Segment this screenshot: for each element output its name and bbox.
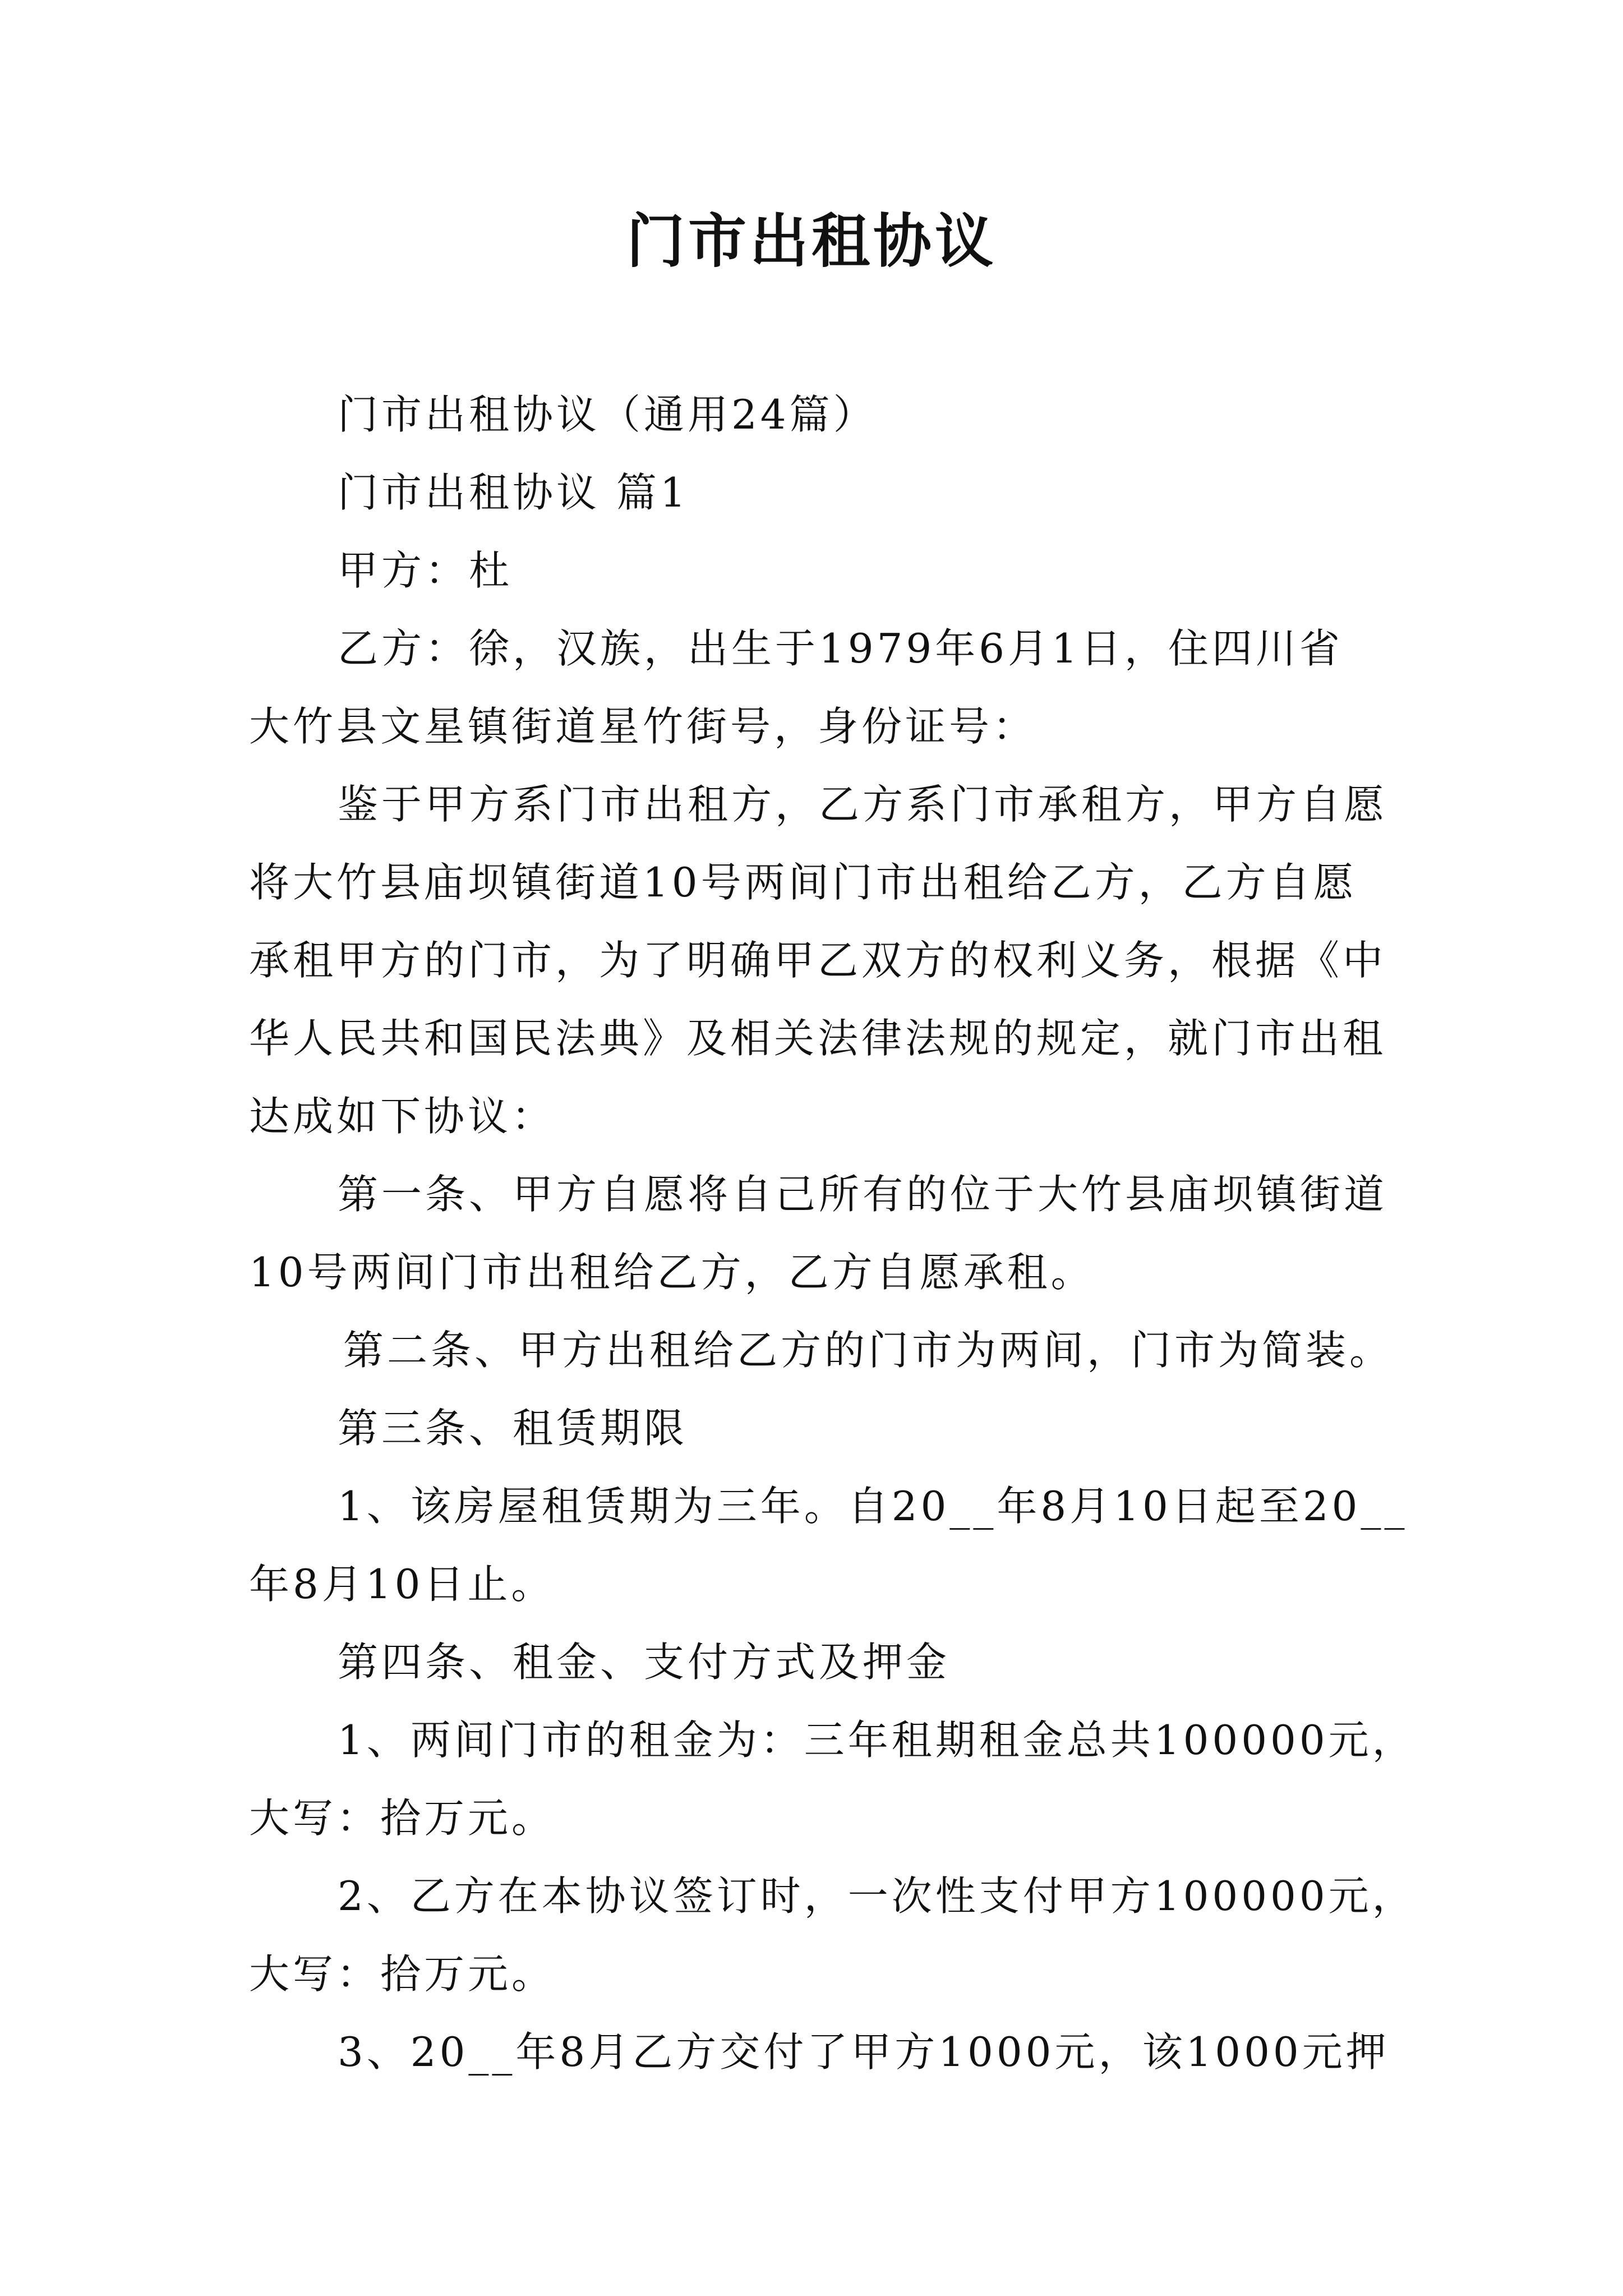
doc-line: 门市出租协议（通用24篇） (338, 391, 877, 438)
doc-line: 将大竹县庙坝镇街道10号两间门市出租给乙方，乙方自愿 (249, 859, 1357, 906)
doc-line: 鉴于甲方系门市出租方，乙方系门市承租方，甲方自愿 (338, 781, 1388, 828)
doc-line: 大竹县文星镇街道星竹街号，身份证号： (249, 703, 1037, 750)
doc-line: 第二条、甲方出租给乙方的门市为两间，门市为简装。 (343, 1327, 1394, 1374)
doc-line: 第四条、租金、支付方式及押金 (338, 1639, 951, 1686)
doc-line: 第一条、甲方自愿将自己所有的位于大竹县庙坝镇街道 (338, 1171, 1388, 1218)
doc-line: 1、该房屋租赁期为三年。自20__年8月10日起至20__ (338, 1483, 1408, 1530)
doc-line: 年8月10日止。 (249, 1561, 555, 1608)
doc-line: 门市出租协议 篇1 (338, 469, 689, 516)
doc-line: 达成如下协议： (249, 1093, 556, 1140)
document-body (249, 376, 1416, 2091)
doc-line: 3、20__年8月乙方交付了甲方1000元，该1000元押 (338, 2028, 1390, 2076)
doc-line: 承租甲方的门市，为了明确甲乙双方的权利义务，根据《中 (249, 937, 1387, 984)
document-title: 门市出租协议 (626, 206, 997, 275)
doc-line: 乙方：徐，汉族，出生于1979年6月1日，住四川省 (338, 625, 1343, 672)
doc-line: 甲方：杜 (338, 547, 513, 594)
doc-line: 1、两间门市的租金为：三年租期租金总共100000元， (338, 1717, 1416, 1764)
doc-line: 第三条、租赁期限 (338, 1405, 688, 1452)
doc-line: 华人民共和国民法典》及相关法律法规的规定，就门市出租 (249, 1015, 1387, 1062)
doc-line: 2、乙方在本协议签订时，一次性支付甲方100000元， (338, 1872, 1416, 1920)
doc-line: 大写：拾万元。 (249, 1795, 556, 1842)
doc-line: 大写：拾万元。 (249, 1950, 556, 1998)
doc-line: 10号两间门市出租给乙方，乙方自愿承租。 (249, 1249, 1095, 1296)
